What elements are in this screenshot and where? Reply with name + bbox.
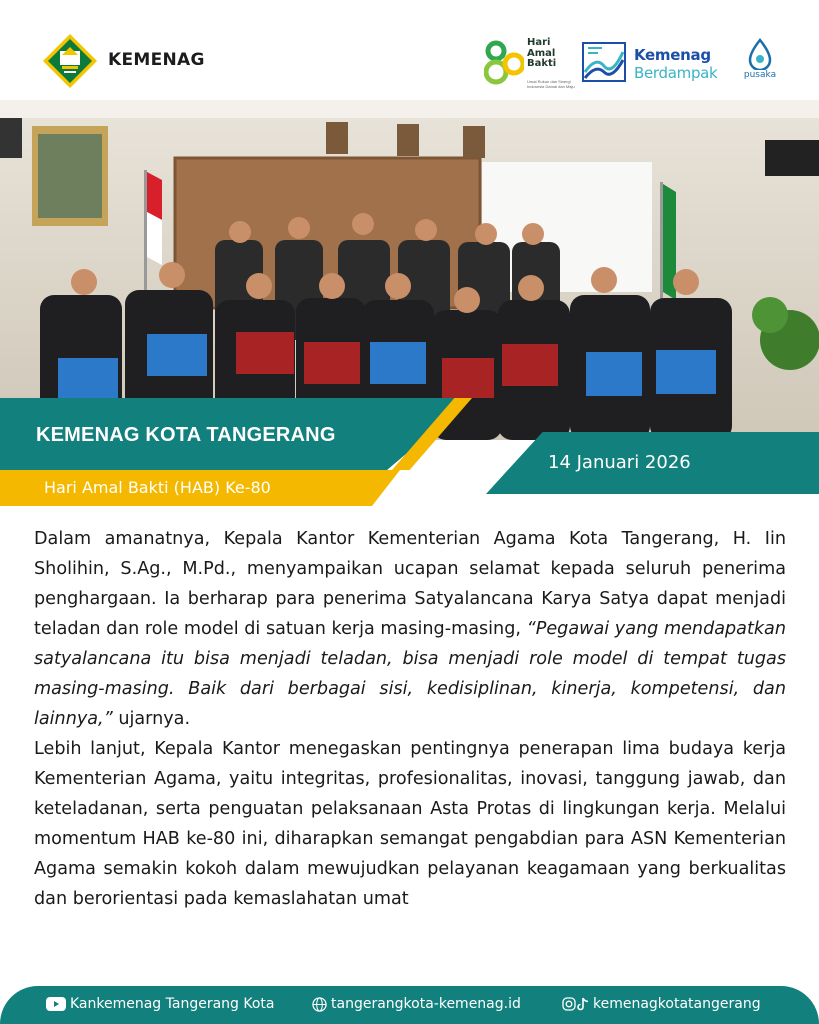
youtube-channel: Kankemenag Tangerang Kota — [70, 996, 275, 1012]
tiktok-icon — [577, 997, 589, 1011]
header — [0, 0, 819, 100]
hab-logo-text: Hari Amal Bakti — [527, 37, 557, 69]
pusaka-logo — [740, 38, 780, 88]
berdampak-icon — [582, 42, 626, 82]
article-paragraph-2: Lebih lanjut, Kepala Kantor menegaskan pentingnya penerapan lima budaya kerja Kementerian Agama, yaitu integritas, profesionalitas, inovasi, tanggung jawab, dan keteladanan, serta penguatan pelaksanaan Asta Protas di lingkungan kerja. Melalui momentum HAB ke-80 ini, diharapkan semangat pengabdian para ASN Kementerian Agama semakin kokoh dalam mewujudkan pelayanan keagamaan yang berkualitas dan berorientasi pada kemaslahatan umat — [34, 739, 786, 909]
p1-quote: “Pegawai yang mendapatkan satyalancana itu bisa menjadi teladan, bisa menjadi role model di tempat tugas masing-masing. Baik dari berbagai sisi, kedisiplinan, kinerja, kompetensi, dan lainnya,” — [34, 619, 786, 729]
pusaka-icon — [740, 38, 780, 70]
berdampak-line2: Berdampak — [634, 64, 718, 82]
hab-logo — [484, 36, 574, 92]
instagram-icon — [562, 997, 576, 1011]
photo-illustration — [0, 100, 819, 440]
berdampak-line1: Kemenag — [634, 46, 711, 64]
article-paragraph-1 — [34, 524, 786, 734]
p1-end: ujarnya. — [112, 709, 191, 729]
footer-social[interactable] — [562, 996, 761, 1012]
social-handle: kemenagkotatangerang — [593, 996, 761, 1012]
youtube-icon — [46, 997, 66, 1011]
footer — [0, 986, 819, 1024]
hab-logo-caption: Umat Rukun dan Sinergi Indonesia Damai dan Maju — [527, 79, 575, 89]
globe-icon — [312, 997, 327, 1012]
pusaka-label: pusaka — [743, 70, 777, 80]
banner-title: KEMENAG KOTA TANGERANG — [36, 424, 336, 446]
hab-80-icon — [484, 36, 524, 92]
event-date: 14 Januari 2026 — [548, 452, 691, 473]
award-ceremony-photo — [0, 100, 819, 440]
website-url: tangerangkota-kemenag.id — [331, 996, 521, 1012]
kemenag-emblem-icon — [42, 33, 98, 89]
footer-website[interactable] — [312, 996, 521, 1012]
article-body — [34, 524, 786, 914]
kemenag-berdampak-logo — [582, 40, 732, 84]
p1-text: Dalam amanatnya, Kepala Kantor Kementerian Agama Kota Tangerang, H. Iin Sholihin, S.Ag., M.Pd., menyampaikan ucapan selamat kepada seluruh penerima penghargaan. Ia berharap para penerima Satyalancana Karya Satya dapat menjadi teladan dan role model di satuan kerja masing-masing, — [34, 529, 786, 639]
banner-subtitle: Hari Amal Bakti (HAB) Ke-80 — [44, 478, 271, 497]
footer-youtube[interactable] — [46, 996, 275, 1012]
brand-name: KEMENAG — [108, 50, 205, 70]
